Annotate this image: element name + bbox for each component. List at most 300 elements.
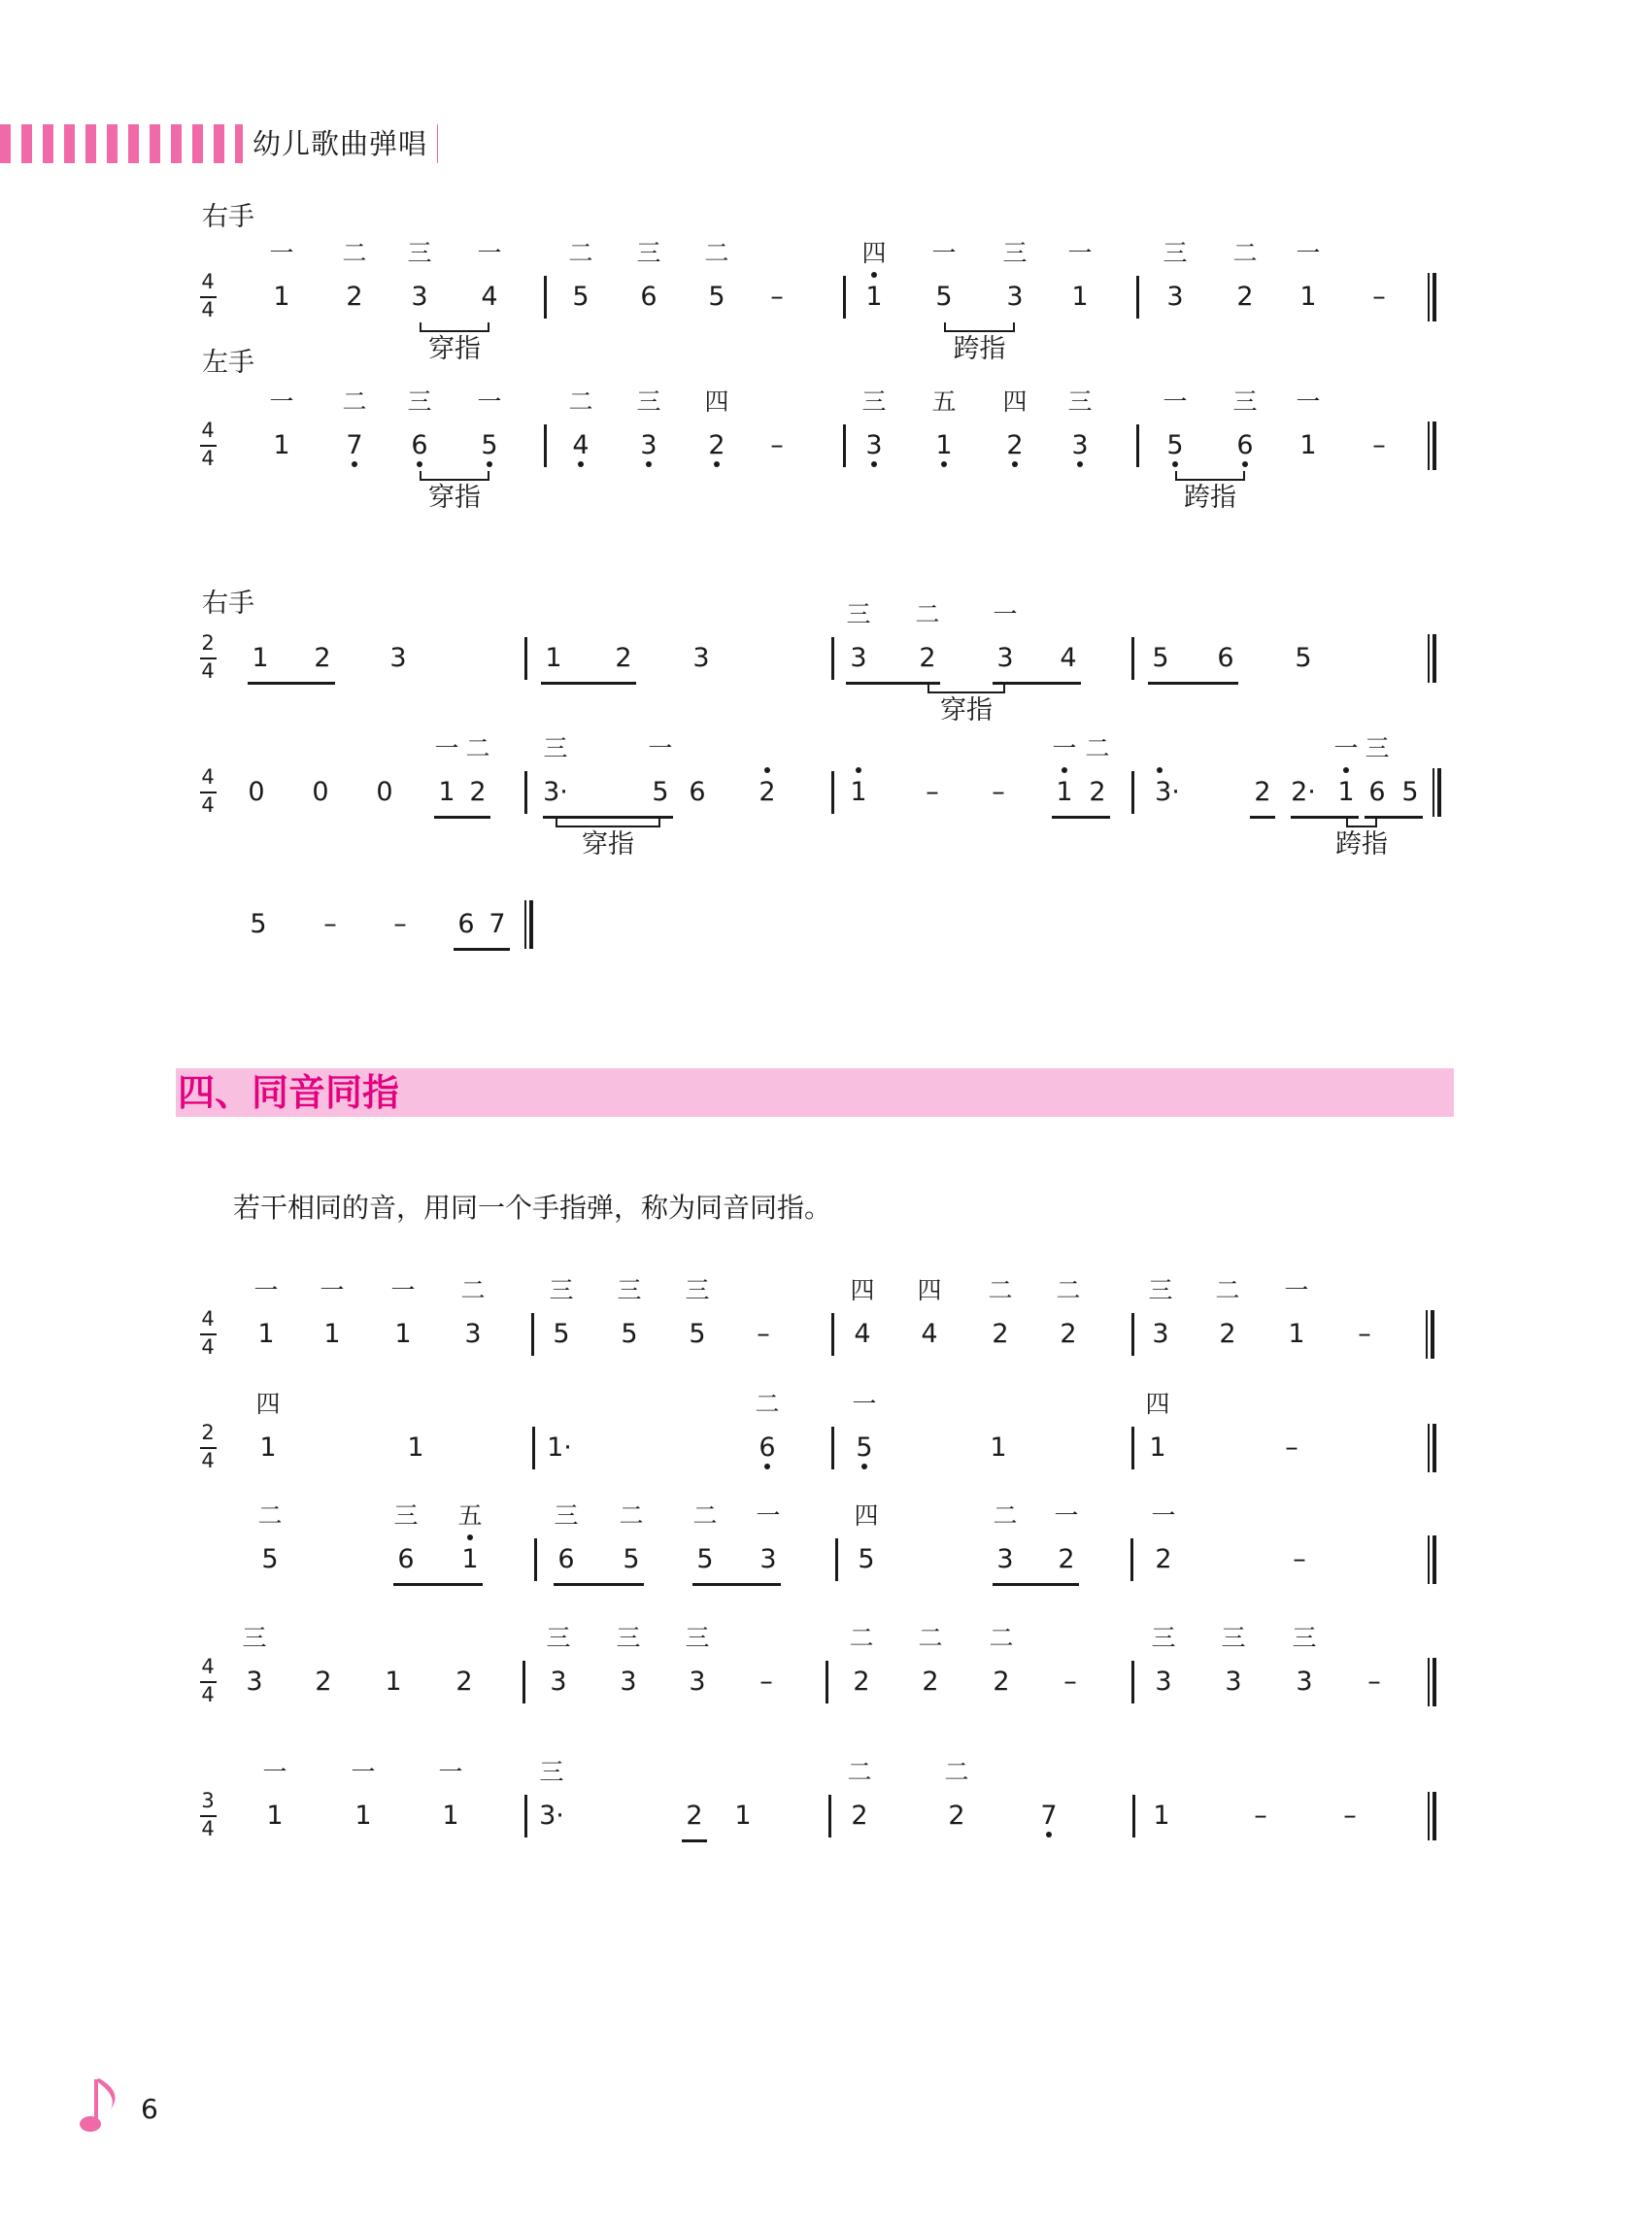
octave-dot-low <box>1046 1832 1052 1837</box>
time-signature-bottom: 4 <box>201 447 215 470</box>
note: 5 <box>1166 430 1184 460</box>
finger-number: 三 <box>846 600 871 628</box>
bar-line <box>524 637 527 680</box>
note: 3· <box>539 1801 564 1831</box>
fingering-technique-label: 跨指 <box>1184 483 1236 513</box>
sustain-dash: – <box>1343 1801 1357 1831</box>
beam-line <box>692 1583 781 1586</box>
finger-number: 二 <box>847 1758 872 1786</box>
finger-number: 三 <box>616 1624 641 1652</box>
beam-line <box>846 682 940 685</box>
finger-number: 五 <box>931 388 957 416</box>
note: 3 <box>759 1544 777 1574</box>
bar-line <box>1131 1661 1134 1703</box>
fingering-technique-label: 穿指 <box>940 695 993 725</box>
fingering-technique-label: 穿指 <box>582 829 634 860</box>
fingering-bracket <box>420 322 489 332</box>
finger-number: 三 <box>685 1276 710 1304</box>
finger-number: 三 <box>407 388 432 416</box>
bar-line <box>831 771 834 814</box>
hand-label: 左手 <box>202 348 254 378</box>
note: 1 <box>1299 430 1317 460</box>
finger-number: 三 <box>1163 239 1188 267</box>
note: 1 <box>545 643 562 673</box>
finger-number: 三 <box>546 1624 571 1652</box>
note: 5 <box>481 430 498 460</box>
finger-number: 四 <box>255 1390 281 1418</box>
note: 6 <box>689 777 706 807</box>
sustain-dash: – <box>1372 430 1386 460</box>
finger-number: 四 <box>917 1276 942 1304</box>
time-signature-top: 4 <box>201 1655 215 1678</box>
note: 2 <box>851 1801 868 1831</box>
note: 6 <box>1217 643 1234 673</box>
bar-line <box>1130 1538 1133 1581</box>
note: 3 <box>692 643 710 673</box>
note: 3· <box>1155 777 1180 807</box>
note: 5 <box>572 282 590 312</box>
finger-number: 二 <box>704 239 729 267</box>
note: 2 <box>708 430 725 460</box>
finger-number: 三 <box>539 1758 564 1786</box>
octave-dot-low <box>941 461 947 467</box>
bar-line <box>524 1795 527 1837</box>
note: 2 <box>1060 1319 1077 1349</box>
note: 1 <box>257 1319 275 1349</box>
time-signature-top: 4 <box>201 1307 215 1331</box>
bar-line <box>524 771 527 814</box>
note: 1 <box>438 777 455 807</box>
sustain-dash: – <box>1358 1319 1371 1349</box>
bar-line <box>544 424 547 467</box>
beam-line <box>682 1839 707 1842</box>
sustain-dash: – <box>992 777 1005 807</box>
note: 2 <box>469 777 487 807</box>
octave-dot-high <box>1062 767 1067 773</box>
octave-dot-low <box>646 461 652 467</box>
finger-number: 二 <box>1085 734 1110 762</box>
note: 5 <box>858 1544 875 1574</box>
beam-line <box>248 682 335 685</box>
finger-number: 一 <box>1296 388 1321 416</box>
time-signature-bottom: 4 <box>201 1449 215 1472</box>
finger-number: 三 <box>861 388 887 416</box>
finger-number: 二 <box>989 1624 1014 1652</box>
finger-number: 三 <box>1292 1624 1317 1652</box>
note: 3· <box>543 777 568 807</box>
note: 2 <box>922 1667 939 1697</box>
finger-number: 二 <box>465 734 490 762</box>
octave-dot-high <box>764 767 770 773</box>
finger-number: 一 <box>1163 388 1188 416</box>
sustain-dash: – <box>1285 1433 1298 1463</box>
final-bar-line <box>1428 273 1436 321</box>
note: 7 <box>489 909 506 939</box>
note: 3 <box>1071 430 1089 460</box>
finger-number: 一 <box>477 388 502 416</box>
note: 3 <box>1166 282 1184 312</box>
sustain-dash: – <box>1293 1544 1306 1574</box>
final-bar-line <box>1428 1424 1436 1472</box>
fingering-technique-label: 跨指 <box>1335 829 1388 860</box>
finger-number: 一 <box>253 1276 279 1304</box>
note: 5 <box>935 282 953 312</box>
finger-number: 二 <box>988 1276 1013 1304</box>
note: 2 <box>1236 282 1254 312</box>
sustain-dash: – <box>323 909 337 939</box>
time-signature-bottom: 4 <box>201 1683 215 1706</box>
beam-line <box>993 1583 1079 1586</box>
note: 5 <box>1401 777 1419 807</box>
finger-number: 二 <box>918 1624 943 1652</box>
bar-line <box>1131 637 1134 680</box>
sustain-dash: – <box>1367 1667 1381 1697</box>
book-title: 幼儿歌曲弹唱 <box>243 124 437 163</box>
note: 4 <box>854 1319 871 1349</box>
note: 1 <box>266 1801 284 1831</box>
fingering-bracket <box>927 684 1005 693</box>
finger-number: 一 <box>390 1276 416 1304</box>
time-signature-bottom: 4 <box>201 1335 215 1359</box>
note: 2· <box>1291 777 1316 807</box>
bar-line <box>831 1313 834 1356</box>
note: 4 <box>572 430 590 460</box>
note: 0 <box>376 777 393 807</box>
finger-number: 四 <box>1002 388 1028 416</box>
bar-line <box>828 1795 831 1837</box>
bar-line <box>1136 424 1139 467</box>
finger-number: 三 <box>1148 1276 1173 1304</box>
note: 1 <box>407 1433 424 1463</box>
note: 5 <box>250 909 267 939</box>
note: 2 <box>1006 430 1024 460</box>
finger-number: 三 <box>1221 1624 1246 1652</box>
note: 6 <box>557 1544 575 1574</box>
note: 5 <box>856 1433 873 1463</box>
note: 3 <box>1152 1319 1169 1349</box>
finger-number: 二 <box>849 1624 874 1652</box>
octave-dot-low <box>1242 461 1248 467</box>
note: 6 <box>759 1433 776 1463</box>
fingering-technique-label: 穿指 <box>428 334 481 364</box>
note: 1 <box>252 643 269 673</box>
octave-dot-low <box>871 461 877 467</box>
note: 1 <box>990 1433 1007 1463</box>
finger-number: 三 <box>1151 1624 1176 1652</box>
fingering-bracket <box>420 471 489 481</box>
time-signature-bottom: 4 <box>201 298 215 321</box>
finger-number: 一 <box>269 239 294 267</box>
final-bar-line <box>524 900 533 949</box>
sustain-dash: – <box>926 777 939 807</box>
finger-number: 四 <box>850 1276 875 1304</box>
note: 6 <box>411 430 428 460</box>
fingering-bracket <box>1175 471 1245 481</box>
finger-number: 二 <box>568 239 593 267</box>
finger-number: 二 <box>1215 1276 1240 1304</box>
note: 7 <box>1040 1801 1058 1831</box>
bar-line <box>1132 1795 1135 1837</box>
note: 1 <box>734 1801 752 1831</box>
sustain-dash: – <box>770 282 784 312</box>
sustain-dash: – <box>1372 282 1386 312</box>
note: 5 <box>621 1319 638 1349</box>
note: 3 <box>464 1319 482 1349</box>
octave-dot-low <box>1172 461 1178 467</box>
beam-line <box>993 682 1081 685</box>
note: 1 <box>273 430 290 460</box>
note: 4 <box>481 282 498 312</box>
octave-dot-low <box>714 461 720 467</box>
note: 5 <box>652 777 669 807</box>
note: 2 <box>615 643 632 673</box>
octave-dot-low <box>352 461 357 467</box>
final-bar-line <box>1428 421 1436 470</box>
finger-number: 二 <box>755 1390 780 1418</box>
octave-dot-high <box>871 272 877 278</box>
note: 1· <box>547 1433 572 1463</box>
note: 3 <box>850 643 867 673</box>
bar-line <box>1131 771 1134 814</box>
bar-line <box>826 1661 828 1703</box>
finger-number: 二 <box>915 600 940 628</box>
bar-line <box>523 1661 525 1703</box>
note: 1 <box>850 777 867 807</box>
finger-number: 一 <box>852 1390 877 1418</box>
finger-number: 一 <box>1296 239 1321 267</box>
note: 4 <box>921 1319 938 1349</box>
note: 2 <box>948 1801 965 1831</box>
note: 1 <box>1288 1319 1305 1349</box>
finger-number: 三 <box>554 1501 579 1530</box>
octave-dot-low <box>861 1464 867 1469</box>
note: 2 <box>686 1801 703 1831</box>
finger-number: 三 <box>685 1624 710 1652</box>
note: 1 <box>259 1433 277 1463</box>
finger-number: 二 <box>460 1276 486 1304</box>
finger-number: 一 <box>477 239 502 267</box>
octave-dot-low <box>487 461 492 467</box>
finger-number: 三 <box>1002 239 1028 267</box>
final-bar-line <box>1428 1658 1436 1706</box>
octave-dot-low <box>1077 461 1083 467</box>
sustain-dash: – <box>770 430 784 460</box>
time-signature-top: 2 <box>201 1421 215 1444</box>
finger-number: 一 <box>993 600 1018 628</box>
finger-number: 二 <box>619 1501 644 1530</box>
note: 1 <box>323 1319 341 1349</box>
finger-number: 四 <box>861 239 887 267</box>
note: 2 <box>1254 777 1271 807</box>
time-signature-top: 4 <box>201 270 215 293</box>
finger-number: 三 <box>1067 388 1093 416</box>
octave-dot-low <box>417 461 422 467</box>
note: 1 <box>354 1801 372 1831</box>
octave-dot-high <box>856 767 861 773</box>
note: 4 <box>1060 643 1077 673</box>
finger-number: 二 <box>342 388 367 416</box>
sustain-dash: – <box>1254 1801 1267 1831</box>
note: 2 <box>1155 1544 1172 1574</box>
time-signature-bottom: 4 <box>201 659 215 683</box>
finger-number: 五 <box>457 1501 483 1530</box>
bar-line <box>831 637 834 680</box>
fingering-technique-label: 跨指 <box>953 334 1006 364</box>
note: 1 <box>385 1667 402 1697</box>
note: 3 <box>996 643 1014 673</box>
finger-number: 二 <box>257 1501 283 1530</box>
note: 3 <box>865 430 883 460</box>
note: 3 <box>689 1667 706 1697</box>
note: 2 <box>759 777 776 807</box>
note: 1 <box>1149 1433 1166 1463</box>
fingering-bracket <box>944 322 1015 332</box>
note: 3 <box>1296 1667 1313 1697</box>
note: 1 <box>1153 1801 1170 1831</box>
finger-number: 四 <box>704 388 729 416</box>
final-bar-line <box>1428 1792 1436 1840</box>
time-signature-bottom: 4 <box>201 793 215 817</box>
note: 3 <box>246 1667 263 1697</box>
bar-line <box>1131 1427 1134 1469</box>
finger-number: 一 <box>434 734 459 762</box>
section-description: 若干相同的音，用同一个手指弹，称为同音同指。 <box>233 1192 832 1224</box>
note: 2 <box>992 1319 1009 1349</box>
fingering-bracket <box>556 818 660 827</box>
note: 7 <box>346 430 363 460</box>
note: 6 <box>1368 777 1386 807</box>
finger-number: 一 <box>931 239 957 267</box>
beam-line <box>1148 682 1238 685</box>
note: 1 <box>1299 282 1317 312</box>
note: 6 <box>640 282 657 312</box>
time-signature-bottom: 4 <box>201 1817 215 1840</box>
note: 2 <box>1089 777 1106 807</box>
note: 5 <box>623 1544 640 1574</box>
sustain-dash: – <box>1063 1667 1077 1697</box>
time-signature-top: 3 <box>201 1789 215 1812</box>
sustain-dash: – <box>757 1319 770 1349</box>
note: 6 <box>457 909 475 939</box>
finger-number: 一 <box>1284 1276 1309 1304</box>
finger-number: 一 <box>1333 734 1359 762</box>
finger-number: 三 <box>636 239 661 267</box>
finger-number: 二 <box>1232 239 1258 267</box>
finger-number: 三 <box>242 1624 267 1652</box>
note: 3 <box>411 282 428 312</box>
note: 5 <box>696 1544 714 1574</box>
beam-line <box>541 682 636 685</box>
finger-number: 二 <box>944 1758 969 1786</box>
finger-number: 一 <box>320 1276 345 1304</box>
note: 0 <box>248 777 265 807</box>
note: 5 <box>1295 643 1312 673</box>
beam-line <box>393 1583 483 1586</box>
finger-number: 四 <box>1145 1390 1170 1418</box>
note: 2 <box>853 1667 870 1697</box>
note: 3 <box>1225 1667 1242 1697</box>
octave-dot-high <box>1343 767 1349 773</box>
beam-line <box>554 1583 644 1586</box>
sustain-dash: – <box>393 909 407 939</box>
note: 2 <box>1058 1544 1075 1574</box>
hand-label: 右手 <box>202 589 254 619</box>
octave-dot-low <box>578 461 584 467</box>
beam-line <box>1052 816 1110 819</box>
note: 1 <box>865 282 883 312</box>
time-signature-top: 4 <box>201 765 215 789</box>
finger-number: 一 <box>1054 1501 1079 1530</box>
note: 1 <box>461 1544 479 1574</box>
page-number: 6 <box>141 2093 158 2125</box>
bar-line <box>843 424 846 467</box>
note: 2 <box>315 1667 332 1697</box>
bar-line <box>1131 1313 1134 1356</box>
note: 5 <box>553 1319 570 1349</box>
note: 3 <box>640 430 657 460</box>
sustain-dash: – <box>759 1667 773 1697</box>
finger-number: 一 <box>262 1758 287 1786</box>
finger-number: 二 <box>1056 1276 1081 1304</box>
note: 2 <box>919 643 936 673</box>
bar-line <box>531 1313 534 1356</box>
finger-number: 三 <box>549 1276 574 1304</box>
note: 3 <box>620 1667 637 1697</box>
final-bar-line <box>1428 634 1436 683</box>
finger-number: 一 <box>1052 734 1077 762</box>
note: 1 <box>442 1801 459 1831</box>
note: 1 <box>394 1319 412 1349</box>
note: 3 <box>1155 1667 1172 1697</box>
finger-number: 一 <box>351 1758 376 1786</box>
note: 0 <box>312 777 329 807</box>
bar-line <box>835 1538 838 1581</box>
octave-dot-high <box>1157 767 1163 773</box>
octave-dot-low <box>764 1464 770 1469</box>
note: 2 <box>314 643 331 673</box>
note: 5 <box>689 1319 706 1349</box>
time-signature-top: 2 <box>201 631 215 655</box>
finger-number: 一 <box>438 1758 463 1786</box>
bar-line <box>831 1427 834 1469</box>
note: 3 <box>996 1544 1014 1574</box>
time-signature-top: 4 <box>201 419 215 442</box>
note: 2 <box>346 282 363 312</box>
beam-line <box>434 816 490 819</box>
finger-number: 四 <box>854 1501 879 1530</box>
fingering-bracket <box>1346 818 1377 827</box>
beam-line <box>1250 816 1275 819</box>
finger-number: 三 <box>393 1501 419 1530</box>
note: 1 <box>1056 777 1073 807</box>
note: 6 <box>397 1544 415 1574</box>
note: 1 <box>1337 777 1355 807</box>
final-bar-line <box>1428 1535 1436 1584</box>
finger-number: 三 <box>407 239 432 267</box>
finger-number: 一 <box>269 388 294 416</box>
note: 1 <box>1071 282 1089 312</box>
finger-number: 一 <box>756 1501 781 1530</box>
finger-number: 一 <box>1067 239 1093 267</box>
finger-number: 三 <box>1365 734 1390 762</box>
finger-number: 三 <box>1232 388 1258 416</box>
bar-line <box>843 276 846 319</box>
section-title: 四、同音同指 <box>178 1071 400 1114</box>
note: 5 <box>261 1544 279 1574</box>
note: 2 <box>993 1667 1010 1697</box>
hand-label: 右手 <box>202 202 254 232</box>
note: 5 <box>708 282 725 312</box>
